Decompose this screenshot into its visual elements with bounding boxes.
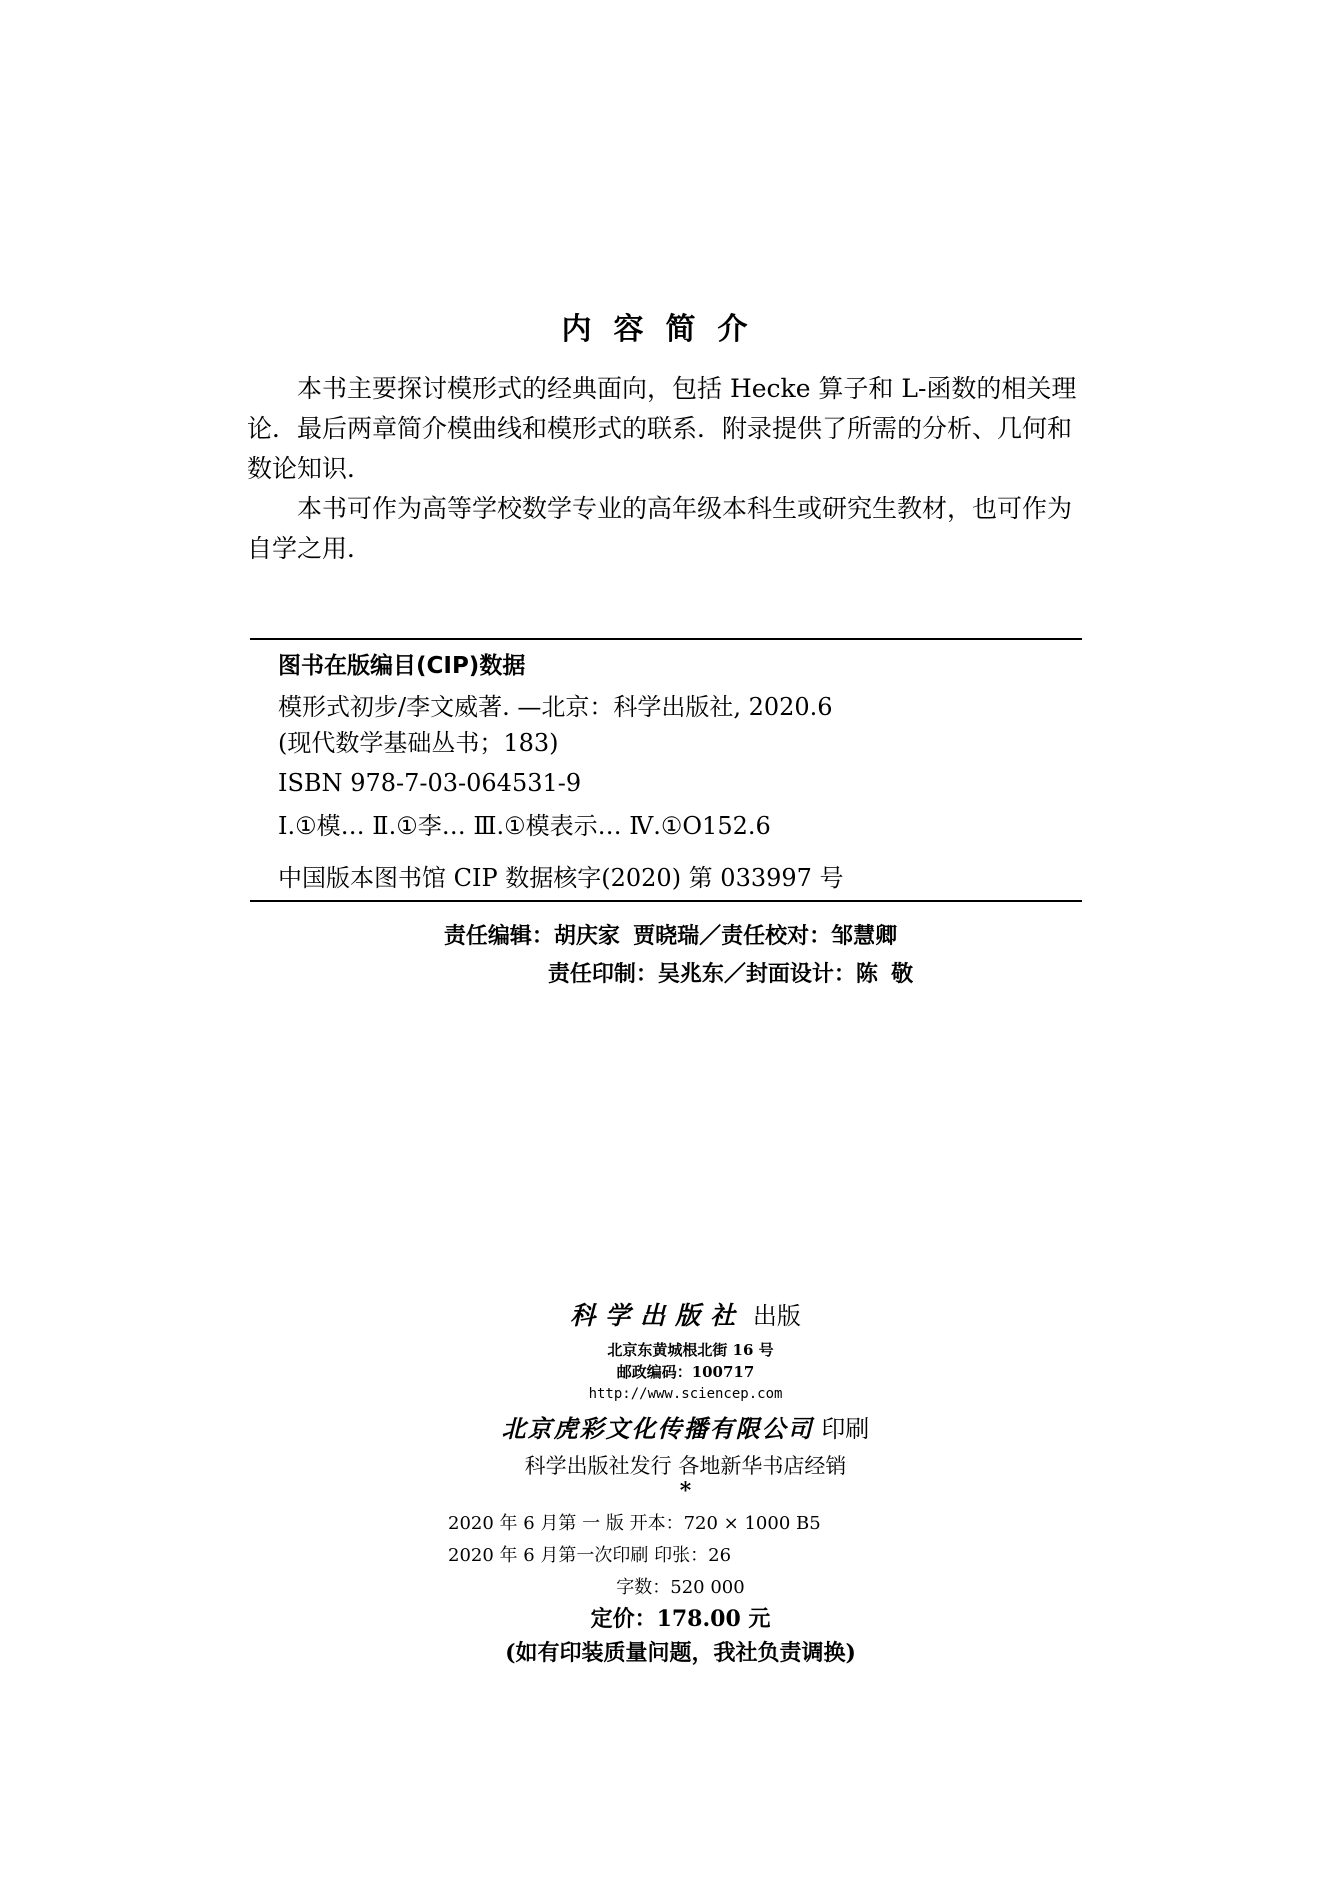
price: 定价：178.00 元 [590,1606,771,1632]
credits-editors: 责任编辑：胡庆家 贾晓瑞／责任校对：邹慧卿 [443,924,898,949]
publisher-address: 北京东黄城根北街 16 号 [607,1341,774,1359]
publisher-name: 科学出版社 [570,1301,746,1330]
publisher-website: http://www.sciencep.com [588,1386,783,1402]
postal-code: 邮政编码：100717 [616,1363,755,1381]
cip-bottom-rule [250,900,1082,902]
printer-name: 北京虎彩文化传播有限公司 [501,1414,814,1443]
separator-star: * [679,1478,692,1504]
summary-paragraph: 本书可作为高等学校数学专业的高年级本科生或研究生教材，也可作为自学之用． [247,494,1073,563]
quality-notice: (如有印装质量问题，我社负责调换) [505,1640,856,1666]
distribution-line: 科学出版社发行 各地新华书店经销 [524,1454,847,1478]
printer-action: 印刷 [821,1415,870,1443]
printer-line [0,1413,1331,1445]
cip-line: 模形式初步/李文威著. —北京：科学出版社, 2020.6 [278,693,833,721]
word-count: 字数：520 000 [616,1577,745,1598]
publisher-action: 出版 [752,1302,801,1330]
cip-top-rule [250,638,1082,640]
cip-line: 中国版本图书馆 CIP 数据核字(2020) 第 033997 号 [278,864,844,892]
publisher-line [0,1300,1331,1332]
cip-heading: 图书在版编目(CIP)数据 [278,653,526,679]
cip-line: ISBN 978-7-03-064531-9 [278,769,582,797]
cip-line: (现代数学基础丛书；183) [278,729,559,757]
cip-line: Ⅰ.①模… Ⅱ.①李… Ⅲ.①模表示… Ⅳ.①O152.6 [278,812,771,840]
summary-paragraph: 本书主要探讨模形式的经典面向，包括 Hecke 算子和 L-函数的相关理论．最后两章简介模曲线和模形式的联系．附录提供了所需的分析、几何和数论知识． [247,374,1077,483]
edition-line: 2020 年 6 月第 一 版 开本：720 × 1000 B5 [448,1513,821,1534]
printing-line: 2020 年 6 月第一次印刷 印张：26 [448,1545,732,1566]
summary-title: 内容简介 [561,312,770,347]
credits-production: 责任印制：吴兆东／封面设计：陈 敬 [547,962,914,987]
